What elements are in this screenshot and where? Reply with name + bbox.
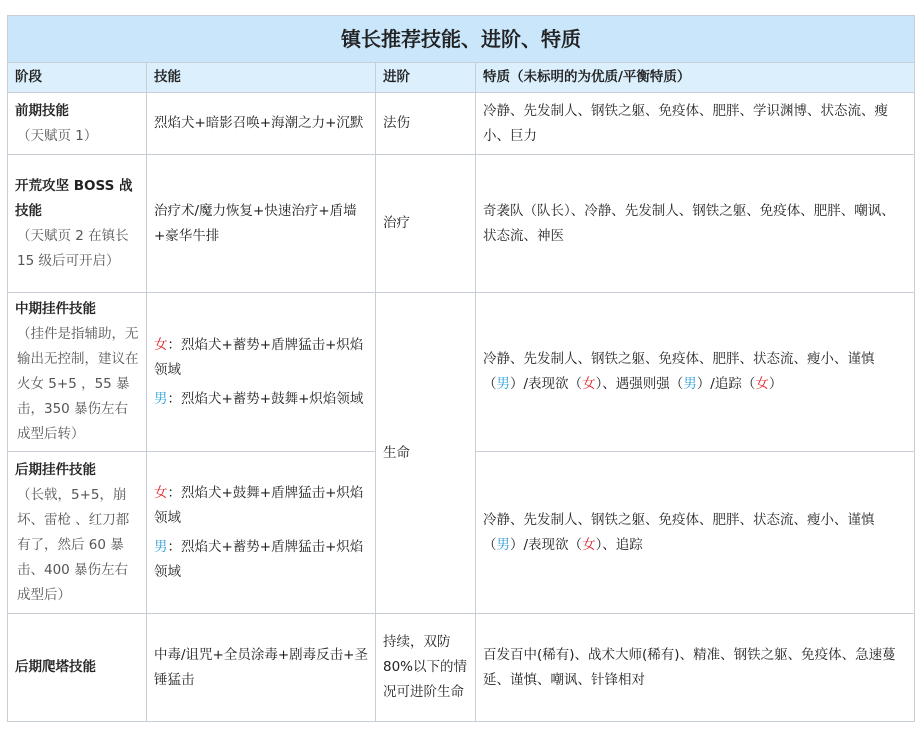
male-tag: 男 — [496, 376, 510, 392]
advance-cell: 治疗 — [376, 155, 476, 293]
skill-male-text: ：烈焰犬+蓄势+鼓舞+炽焰领域 — [167, 390, 364, 407]
skill-cell: 烈焰犬+暗影召唤+海潮之力+沉默 — [147, 93, 376, 155]
skill-female-text: ：烈焰犬+蓄势+盾牌猛击+炽焰领域 — [154, 336, 364, 378]
trait-text: ）/追踪（ — [696, 376, 756, 392]
advance-cell: 生命 — [376, 293, 476, 614]
table-row — [8, 93, 915, 155]
male-tag: 男 — [496, 536, 510, 553]
advance-cell: 持续，双防 80%以下的情况可进阶生命 — [376, 614, 476, 722]
skill-female-text: ：烈焰犬+鼓舞+盾牌猛击+炽焰领域 — [154, 484, 364, 526]
female-tag: 女 — [582, 376, 596, 392]
skill-male-text: ：烈焰犬+蓄势+盾牌猛击+炽焰领域 — [154, 538, 364, 580]
stage-cell — [8, 155, 147, 293]
male-tag: 男 — [154, 538, 168, 555]
skill-female-line — [154, 333, 368, 383]
trait-cell — [476, 293, 915, 452]
header-row — [8, 63, 915, 93]
advance-cell: 法伤 — [376, 93, 476, 155]
table-row — [8, 293, 915, 452]
skill-cell — [147, 293, 376, 452]
skill-female-line — [154, 481, 368, 531]
trait-text: ）/表现欲（ — [510, 536, 583, 553]
skill-cell — [147, 452, 376, 614]
trait-cell: 奇袭队（队长）、冷静、先发制人、钢铁之躯、免疫体、肥胖、嘲讽、状态流、神医 — [476, 155, 915, 293]
female-tag: 女 — [582, 536, 596, 553]
table-title: 镇长推荐技能、进阶、特质 — [8, 16, 915, 63]
stage-note: （天赋页 2 在镇长 15 级后可开启） — [17, 227, 129, 269]
trait-text: ）/表现欲（ — [510, 376, 583, 392]
male-tag: 男 — [154, 390, 168, 407]
skill-male-line — [154, 387, 368, 412]
male-tag: 男 — [683, 376, 697, 392]
female-tag: 女 — [755, 376, 769, 392]
skill-male-line — [154, 535, 368, 585]
stage-note: （长戟，5+5，崩坏、雷枪 、红刀都有了，然后 60 暴击、400 暴伤左右成型后） — [17, 486, 130, 603]
header-skill: 技能 — [147, 63, 376, 93]
skill-cell: 中毒/诅咒+全员涂毒+剧毒反击+圣锤猛击 — [147, 614, 376, 722]
stage-note: （挂件是指辅助，无输出无控制，建议在火女 5+5 ，55 暴击，350 暴伤左右成型后转） — [17, 326, 139, 442]
stage-cell — [8, 93, 147, 155]
skills-table-container — [7, 15, 915, 722]
stage-name: 前期技能 — [15, 102, 69, 119]
header-stage: 阶段 — [8, 63, 147, 93]
title-row — [8, 16, 915, 63]
stage-cell — [8, 452, 147, 614]
stage-note: （天赋页 1） — [17, 127, 98, 144]
trait-cell — [476, 452, 915, 614]
trait-text: ） — [768, 376, 783, 392]
header-trait: 特质（未标明的为优质/平衡特质） — [476, 63, 915, 93]
stage-name: 中期挂件技能 — [15, 301, 96, 317]
stage-name: 开荒攻坚 BOSS 战技能 — [15, 177, 133, 219]
stage-name: 后期爬塔技能 — [15, 659, 96, 675]
trait-text: 冷静、先发制人、钢铁之躯、免疫体、肥胖、状态流、瘦小、谨慎（ — [483, 351, 875, 392]
trait-text: ）、遇强则强（ — [595, 376, 684, 392]
female-tag: 女 — [154, 484, 168, 501]
trait-cell: 冷静、先发制人、钢铁之躯、免疫体、肥胖、学识渊博、状态流、瘦小、巨力 — [476, 93, 915, 155]
stage-cell — [8, 293, 147, 452]
header-advance: 进阶 — [376, 63, 476, 93]
stage-name: 后期挂件技能 — [15, 461, 96, 478]
skills-table — [7, 15, 915, 722]
table-row — [8, 614, 915, 722]
trait-text: 冷静、先发制人、钢铁之躯、免疫体、肥胖、状态流、瘦小、谨慎（ — [483, 511, 875, 553]
skill-cell: 治疗术/魔力恢复+快速治疗+盾墙+豪华牛排 — [147, 155, 376, 293]
trait-cell: 百发百中(稀有)、战术大师(稀有)、精准、钢铁之躯、免疫体、急速蔓延、谨慎、嘲讽、针锋相对 — [476, 614, 915, 722]
female-tag: 女 — [154, 336, 168, 353]
table-row — [8, 155, 915, 293]
stage-cell — [8, 614, 147, 722]
trait-text: ）、追踪 — [595, 536, 643, 553]
